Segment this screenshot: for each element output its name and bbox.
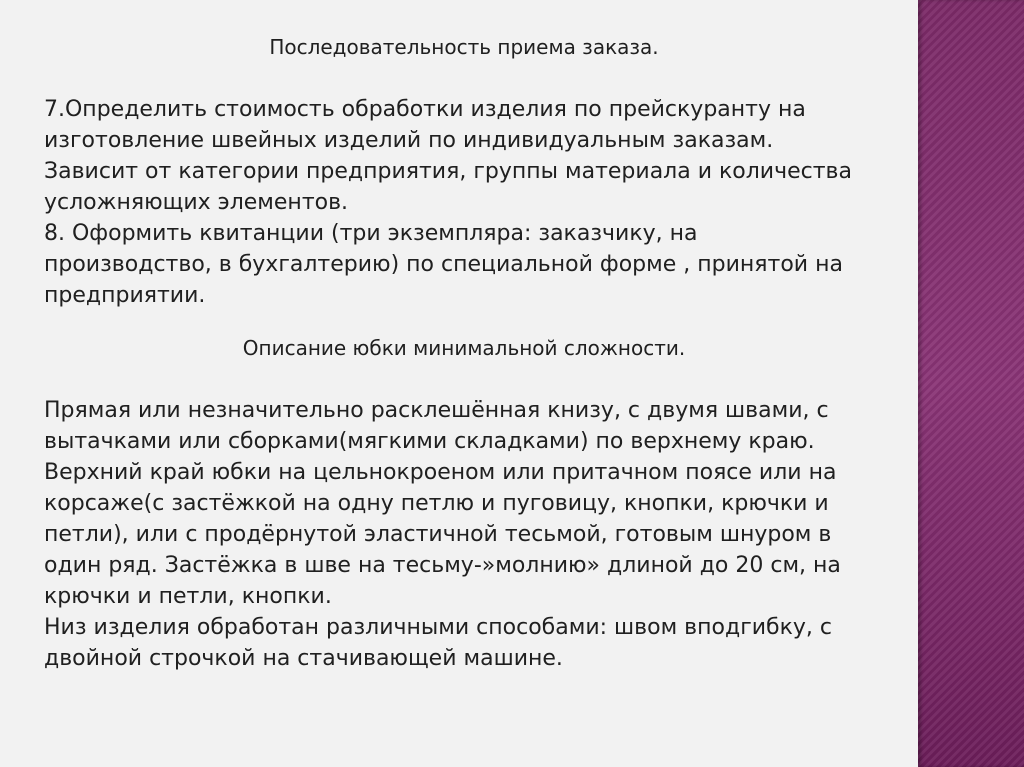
text-line: Низ изделия обработан различными способами: швом вподгибку, с xyxy=(44,615,833,640)
text-line: вытачками или сборками(мягкими складками) по верхнему краю. xyxy=(44,429,815,454)
text-line: двойной строчкой на стачивающей машине. xyxy=(44,646,563,671)
spacer xyxy=(44,311,904,333)
heading-skirt-description: Описание юбки минимальной сложности. xyxy=(242,336,686,360)
text-line: один ряд. Застёжка в шве на тесьму-»молнию» длиной до 20 см, на xyxy=(44,553,841,578)
text-line: 7.Определить стоимость обработки изделия по прейскуранту на xyxy=(44,97,806,122)
spacer xyxy=(44,364,904,395)
text-line: производство, в бухгалтерию) по специальной форме , принятой на xyxy=(44,252,843,277)
text-line: предприятии. xyxy=(44,283,206,308)
text-line: крючки и петли, кнопки. xyxy=(44,584,332,609)
text-line: Прямая или незначительно расклешённая книзу, с двумя швами, с xyxy=(44,398,829,423)
heading-order-sequence: Последовательность приема заказа. xyxy=(269,35,659,59)
text-line: петли), или с продёрнутой эластичной тесьмой, готовым шнуром в xyxy=(44,522,832,547)
text-line: 8. Оформить квитанции (три экземпляра: заказчику, на xyxy=(44,221,698,246)
text-line: Зависит от категории предприятия, группы материала и количества xyxy=(44,159,852,184)
decorative-side-band xyxy=(918,0,1024,767)
slide-text xyxy=(44,32,904,674)
text-line: корсаже(с застёжкой на одну петлю и пуговицу, кнопки, крючки и xyxy=(44,491,829,516)
text-line: Верхний край юбки на цельнокроеном или притачном поясе или на xyxy=(44,460,837,485)
text-line: изготовление швейных изделий по индивидуальным заказам. xyxy=(44,128,774,153)
spacer xyxy=(44,63,904,94)
text-line: усложняющих элементов. xyxy=(44,190,349,215)
